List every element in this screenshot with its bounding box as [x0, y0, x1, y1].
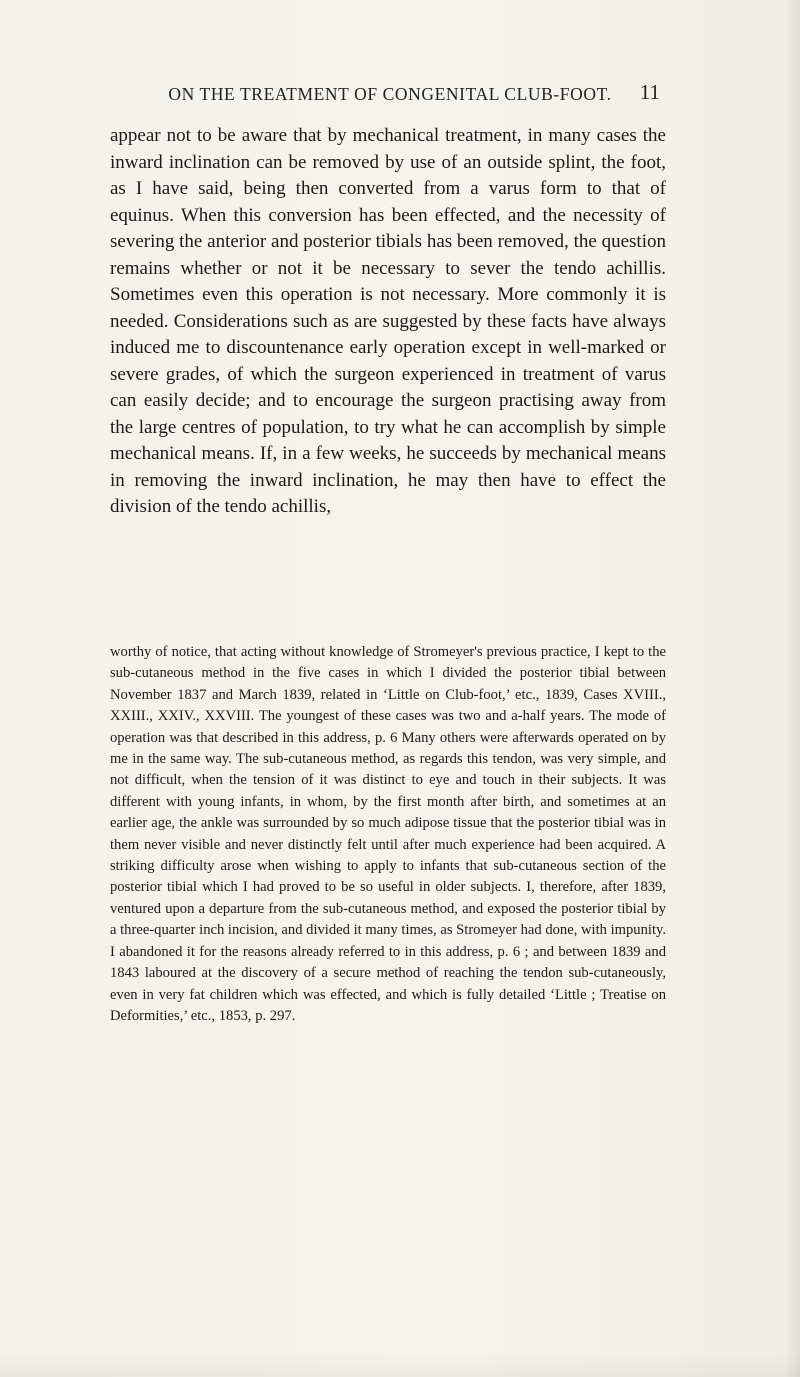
page-number: 11 — [639, 80, 660, 104]
main-paragraph: appear not to be aware that by mechanical treatment, in many cases the inward inclination can be removed by use of an outside splint, the foot, as I have said, being then converted from a varus form to that of equinus. When this conversion has been effected, and the necessity of severing the anterior and posterior tibials has been removed, the question remains whether or not it be necessary to sever the tendo achillis. Sometimes even this operation is not necessary. More commonly it is needed. Considerations such as are suggested by these facts have always induced me to discountenance early operation except in well-marked or severe grades, of which the surgeon experienced in treatment of varus can easily decide; and to encourage the surgeon practising away from the large centres of population, to try what he can accomplish by simple mechanical means. If, in a few weeks, he succeeds by mechanical means in removing the inward inclination, he may then have to effect the division of the tendo achillis, — [110, 125, 666, 517]
page-bottom-edge — [0, 1351, 800, 1377]
page-edge-shadow — [786, 0, 800, 1377]
footnote: worthy of notice, that acting without knowledge of Stromeyer's previous practice, I kept to the sub-cutaneous method in the five cases in which I divided the posterior tibial between November 1837 and March 1839, related in ‘Little on Club-foot,’ etc., 1839, Cases XVIII., XXIII., XXIV., XXVIII. The youngest of these cases was two and a-half years. The mode of operation was that described in this address, p. 6 Many others were afterwards operated on by me in the same way. The sub-cutaneous method, as regards this tendon, was very simple, and not difficult, when the tension of it was distinct to eye and touch in their subjects. It was different with young infants, in whom, by the first month after birth, and sometimes at an earlier age, the ankle was surrounded by so much adipose tissue that the posterior tibial was in them never visible and never distinctly felt until after much experience had been acquired. A striking difficulty arose when wishing to apply to infants that sub-cutaneous section of the posterior tibial which I had proved to be so useful in older subjects. I, therefore, after 1839, ventured upon a departure from the sub-cutaneous method, and exposed the posterior tibial by a three-quarter inch incision, and divided it many times, as Stromeyer had done, with impunity. I abandoned it for the reasons already referred to in this address, p. 6 ; and between 1839 and 1843 laboured at the discovery of a secure method of reaching the tendon sub-cutaneously, even in very fat children which was effected, and which is fully detailed ‘Little ; Treatise on Deformities,’ etc., 1853, p. 297. — [110, 644, 666, 1024]
running-head: ON THE TREATMENT OF CONGENITAL CLUB-FOOT. — [168, 84, 612, 104]
